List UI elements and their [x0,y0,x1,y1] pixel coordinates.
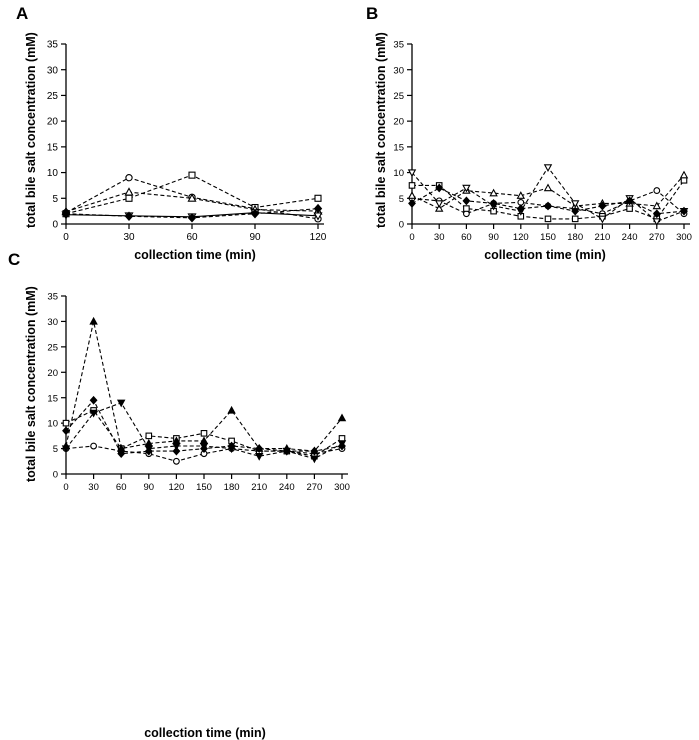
panel-c-x-axis-title: collection time (min) [144,726,266,740]
svg-text:90: 90 [249,232,261,243]
panel-c-plot [0,250,360,498]
svg-text:5: 5 [398,193,404,205]
svg-text:15: 15 [393,142,404,154]
svg-text:300: 300 [676,232,692,243]
svg-text:150: 150 [540,232,556,243]
panel-a-y-axis-title: total bile salt concentration (mM) [24,32,38,228]
svg-text:0: 0 [63,482,69,493]
svg-text:270: 270 [648,232,665,243]
svg-text:0: 0 [52,219,58,231]
panel-c-y-axis-title: total bile salt concentration (mM) [24,286,38,482]
svg-text:120: 120 [309,232,327,243]
svg-text:180: 180 [567,232,584,243]
svg-text:10: 10 [46,168,58,180]
panel-a-svg [0,0,340,245]
svg-text:15: 15 [47,393,58,405]
panel-a-plot [0,0,340,245]
svg-text:60: 60 [461,232,472,243]
svg-text:300: 300 [334,482,350,493]
svg-text:35: 35 [47,291,58,303]
svg-text:25: 25 [46,91,58,103]
panel-b-x-axis-title: collection time (min) [484,248,606,262]
svg-text:30: 30 [123,232,135,243]
svg-text:0: 0 [409,232,415,243]
svg-text:30: 30 [88,482,99,493]
svg-text:20: 20 [47,367,58,379]
svg-text:0: 0 [398,219,404,231]
svg-text:10: 10 [393,168,404,180]
svg-text:60: 60 [186,232,198,243]
svg-text:150: 150 [196,482,212,493]
svg-text:210: 210 [594,232,611,243]
panel-c-svg [0,250,360,498]
svg-text:35: 35 [46,39,58,51]
svg-text:210: 210 [251,482,268,493]
svg-text:25: 25 [393,91,404,103]
svg-text:120: 120 [168,482,185,493]
svg-text:30: 30 [433,232,445,243]
panel-a [0,0,340,262]
svg-text:240: 240 [621,232,638,243]
panel-a-letter: A [16,4,29,23]
svg-text:240: 240 [278,482,295,493]
svg-text:20: 20 [46,116,58,128]
svg-text:30: 30 [393,65,404,77]
svg-text:5: 5 [52,444,58,456]
svg-text:0: 0 [63,232,69,243]
svg-text:120: 120 [512,232,529,243]
svg-text:270: 270 [306,482,323,493]
svg-text:10: 10 [47,418,58,430]
svg-text:5: 5 [52,193,58,205]
svg-text:25: 25 [47,342,58,354]
panel-b-svg [350,0,699,245]
svg-text:60: 60 [115,482,127,493]
panel-a-x-axis-title: collection time (min) [134,248,256,262]
svg-text:30: 30 [46,65,58,77]
panel-c [0,250,360,740]
panel-c-letter: C [8,250,21,269]
panel-b-plot [350,0,699,245]
svg-text:180: 180 [223,482,240,493]
svg-text:90: 90 [488,232,499,243]
svg-text:90: 90 [143,482,155,493]
svg-text:0: 0 [52,469,58,481]
svg-text:15: 15 [46,142,58,154]
panel-b [350,0,699,262]
panel-b-y-axis-title: total bile salt concentration (mM) [374,32,388,228]
svg-text:30: 30 [47,317,58,329]
svg-text:20: 20 [393,116,404,128]
panel-b-letter: B [366,4,379,23]
svg-text:35: 35 [393,39,404,51]
